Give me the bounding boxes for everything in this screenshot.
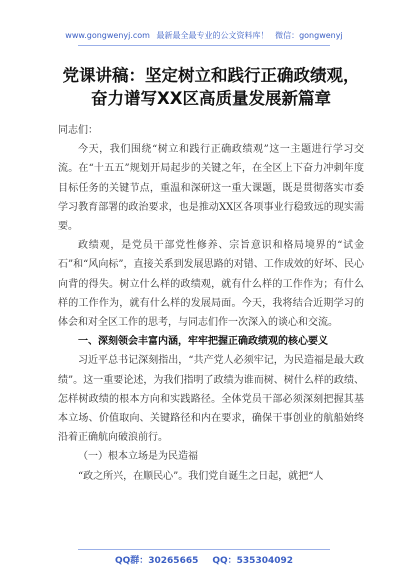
paragraph-2: 政绩观，是党员干部党性修养、宗旨意识和格局境界的“试金石”和“风向标”，直接关系到发展思路的对错、工作成效的好坏、民心向背的得失。树立什么样的政绩观，就有什么样的工作作为；有什么样的工作作为，就有什么样的发展局面。今天，我将结合近期学习的体会和对全区工作的思考，与同志们作一次深入的谈心和交流。 (58, 240, 364, 329)
title-line-1: 党课讲稿：坚定树立和践行正确政绩观， (62, 66, 360, 85)
document-body (58, 121, 364, 486)
header-slogan: 最新最全最专业的公文资料库！ (156, 31, 269, 40)
title-line-2: 奋力谱写XX区高质量发展新篇章 (91, 89, 331, 108)
qq-group-number: QQ群：30265665 (114, 556, 199, 566)
paragraph-4: “政之所兴，在顺民心”。我们党自诞生之日起，就把“人 (78, 470, 324, 482)
paragraph-3: 习近平总书记深刻指出，“共产党人必须牢记，为民造福是最大政绩”。这一重要论述，为我们指明了政绩为谁而树、树什么样的政绩、怎样树政绩的根本方向和实践路径。全体党员干部必须深刻把握其基本立场、价值取向、关键路径和内在要求，确保干事创业的航船始终沿着正确航向破浪前行。 (58, 355, 364, 444)
section-heading-1: 一、深刻领会丰富内涵，牢牢把握正确政绩观的核心要义 (78, 336, 328, 348)
salutation: 同志们： (58, 125, 98, 136)
footer-divider (78, 549, 330, 550)
page-footer (0, 553, 408, 566)
header-divider (78, 45, 330, 46)
qq-contact-number: QQ：535304092 (212, 556, 294, 566)
header-wechat: 微信：gongwenyj (275, 31, 343, 40)
site-link[interactable]: www.gongwenyj.com (65, 31, 150, 40)
subsection-heading-1: （一）根本立场是为民造福 (78, 451, 198, 463)
document-title (58, 64, 364, 110)
paragraph-1: 今天，我们围绕“树立和践行正确政绩观”这一主题进行学习交流。在“十五五”规划开局起步的关键之年，在全区上下奋力冲刺年度目标任务的关键节点，重温和深研这一重大课题，既是贯彻落实市委学习教育部署的政治要求，也是推动XX区各项事业行稳致远的现实需要。 (58, 144, 364, 233)
page-header (0, 30, 408, 41)
